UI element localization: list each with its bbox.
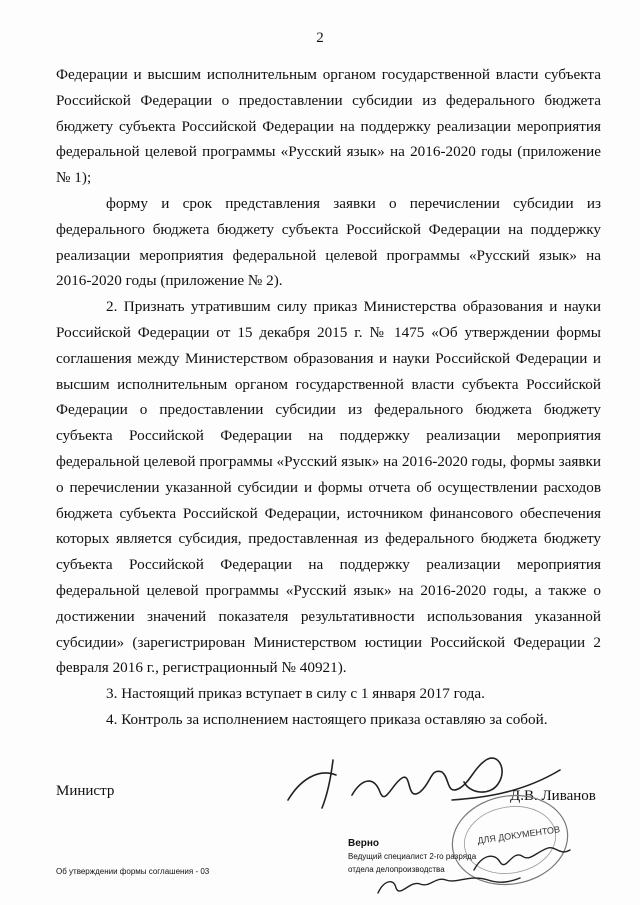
paragraph: 2. Признать утратившим силу приказ Министерства образования и науки Российской Федерации от 15 декабря 2015 г. № 1475 «Об утверждении формы соглашения между Министерством образования и науки Российской Федерации и высшим исполнительным органом государственной власти субъекта Российской Федерации о предоставлении субсидии из федерального бюджета бюджету субъекта Российской Федерации на поддержку реализации мероприятия федеральной целевой программы «Русский язык» на 2016-2020 годы, формы заявки о перечислении указанной субсидии и формы отчета об осуществлении расходов бюджета субъекта Российской Федерации, источником финансового обеспечения которых является субсидия, предоставленная из федерального бюджета бюджету субъекта Российской Федерации на поддержку реализации мероприятия федеральной целевой программы «Русский язык» на 2016-2020 годы, а также о достижении значений показателя результативности использования указанной субсидии» (зарегистрирован Министерством юстиции Российской Федерации 2 февраля 2016 г., регистрационный № 40921). [56,298,601,677]
paragraph: 4. Контроль за исполнением настоящего приказа оставляю за собой. [106,710,548,728]
signer-name: Д.В. Ливанов [510,788,596,804]
paragraph: Федерации и высшим исполнительным органом государственной власти субъекта Российской Федерации о предоставлении субсидии из федерального бюджета бюджету субъекта Российской Федерации на поддержку реализации мероприятия федеральной целевой программы «Русский язык» на 2016-2020 годы (приложение № 1); [56,66,601,187]
paragraph: форму и срок представления заявки о перечислении субсидии из федерального бюджета бюджету субъекта Российской Федерации на поддержку реализации мероприятия федеральной целевой программы «Русский язык» на 2016-2020 годы (приложение № 2). [56,194,601,290]
certifier-department: отдела делопроизводства [348,865,445,874]
signer-title: Министр [56,783,115,799]
certifier-position: Ведущий специалист 2-го разряда [348,852,477,861]
page-number: 2 [316,30,324,46]
stamp-caption: ДЛЯ ДОКУМЕНТОВ [476,824,561,846]
footer-filename: Об утверждении формы соглашения - 03 [56,867,210,876]
certification-verno: Верно [348,838,380,849]
document-body [56,62,601,733]
paragraph: 3. Настоящий приказ вступает в силу с 1 января 2017 года. [106,685,485,703]
